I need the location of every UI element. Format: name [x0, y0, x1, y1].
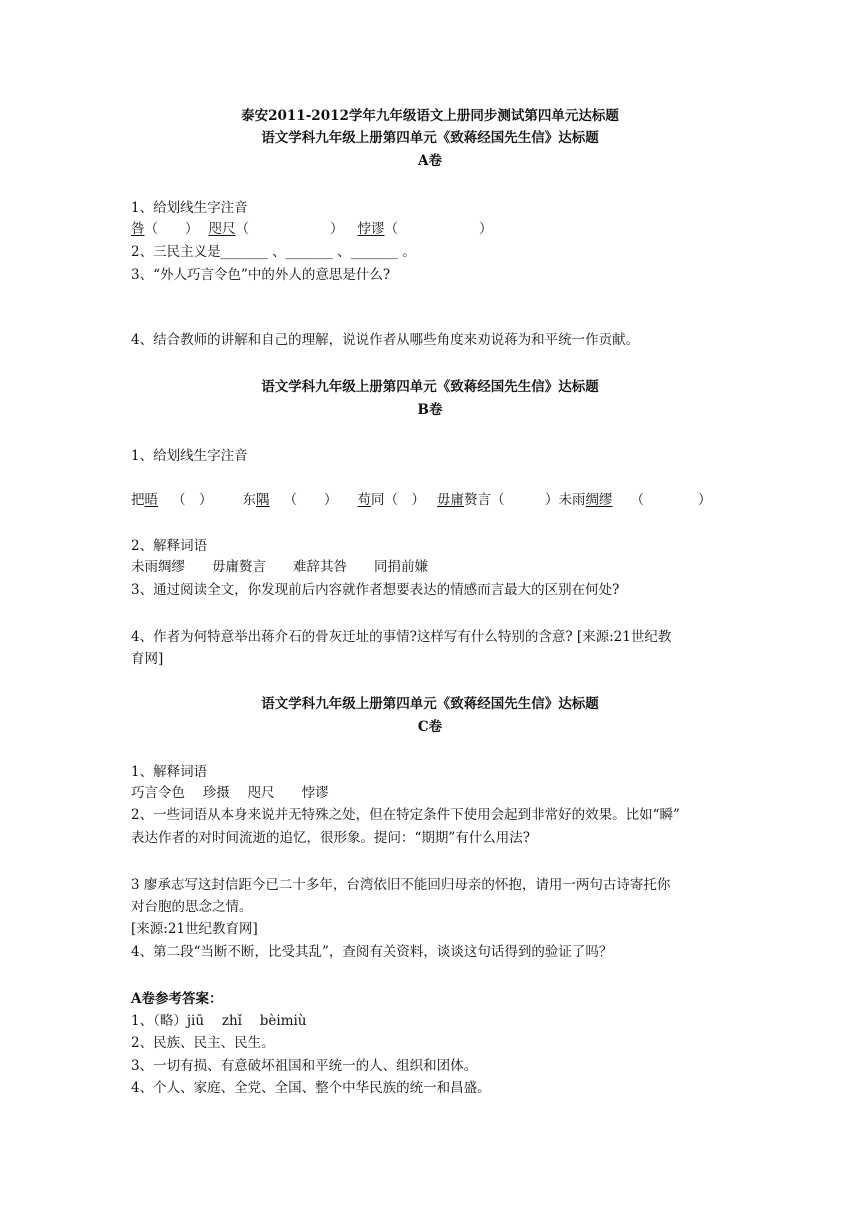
- b-question-1-items: [131, 490, 712, 510]
- a-q1-word-1: 咎: [131, 221, 145, 237]
- b-q1-paren-2: （ ）: [283, 492, 338, 508]
- a-q1-word-2: 咫尺: [208, 221, 236, 237]
- c-question-1: 1、解释词语: [131, 764, 208, 780]
- b-q1-paren-3: （ ）: [384, 492, 425, 508]
- a-q1-word-3: 悖谬: [357, 221, 385, 237]
- b-question-4-line-2: 育网]: [131, 651, 164, 667]
- answer-2: 2、民族、民主、民生。: [131, 1035, 275, 1051]
- section-b-label: B卷: [417, 402, 443, 418]
- b-question-2-words: 未雨绸缪 毋庸赘言 难辞其咎 同捐前嫌: [131, 559, 428, 575]
- a-question-1-items: [131, 219, 493, 239]
- c-question-1-words: 巧言令色 珍摄 咫尺 悖谬: [131, 785, 329, 801]
- b-question-3: 3、通过阅读全文，你发现前后内容就作者想要表达的情感而言最大的区别在何处?: [131, 582, 620, 598]
- b-q1-word-5: 绸缪: [585, 492, 613, 508]
- a-question-1: 1、给划线生字注音: [131, 200, 248, 216]
- a-q1-paren-3: （ ）: [384, 221, 493, 237]
- b-question-4-line-1: 4、作者为何特意举出蒋介石的骨灰迁址的事情?这样写有什么特别的含意? [来源:21世纪教: [131, 629, 672, 645]
- answer-1: 1、（略）jiū zhǐ bèimiù: [131, 1013, 307, 1029]
- b-q1-paren-1: （ ）: [172, 492, 213, 508]
- b-q1-word-1: 晤: [144, 492, 158, 508]
- a-question-4: 4、结合教师的讲解和自己的理解，说说作者从哪些角度来劝说蒋为和平统一作贡献。: [131, 332, 640, 348]
- c-question-4: 4、第二段“当断不断，比受其乱”，查阅有关资料，谈谈这句话得到的验证了吗？: [131, 944, 613, 960]
- b-q1-paren-5: （ ）: [630, 492, 712, 508]
- b-q1-pre-2: 东: [242, 492, 256, 508]
- b-q1-post-4: 赘言: [464, 492, 491, 508]
- a-q1-paren-1: （ ）: [144, 221, 199, 237]
- b-question-2: 2、解释词语: [131, 538, 208, 554]
- answer-4: 4、个人、家庭、全党、全国、整个中华民族的统一和昌盛。: [131, 1080, 491, 1096]
- a-question-3: 3、“外人巧言令色”中的外人的意思是什么?: [131, 267, 391, 283]
- b-question-1: 1、给划线生字注音: [131, 448, 248, 464]
- answer-3: 3、一切有损、有意破坏祖国和平统一的人、组织和团体。: [131, 1058, 478, 1074]
- c-question-2-line-2: 表达作者的对时间流逝的追忆，很形象。提问：“期期”有什么用法?: [131, 830, 531, 846]
- c-question-2-line-1: 2、一些词语从本身来说并无特殊之处，但在特定条件下使用会起到非常好的效果。比如“瞬”: [131, 807, 680, 823]
- section-b-subtitle: 语文学科九年级上册第四单元《致蒋经国先生信》达标题: [261, 379, 599, 395]
- section-a-label: A卷: [418, 153, 442, 169]
- answers-a-title: A卷参考答案：: [131, 991, 223, 1007]
- b-q1-post-3: 同: [371, 492, 385, 508]
- a-q1-paren-2: （ ）: [235, 221, 344, 237]
- b-q1-pre-5: 未雨: [558, 492, 586, 508]
- a-question-2: 2、三民主义是_______ 、_______ 、_______ 。: [131, 244, 416, 260]
- section-c-subtitle: 语文学科九年级上册第四单元《致蒋经国先生信》达标题: [261, 696, 599, 712]
- c-question-3-line-1: 3 廖承志写这封信距今已二十多年，台湾依旧不能回归母亲的怀抱，请用一两句古诗寄托你: [131, 877, 671, 893]
- c-question-3-line-2: 对台胞的思念之情。: [131, 899, 253, 915]
- b-q1-word-2: 隅: [256, 492, 270, 508]
- document-title: 泰安2011-2012学年九年级语文上册同步测试第四单元达标题: [241, 108, 619, 124]
- b-q1-paren-4: （ ）: [491, 492, 559, 508]
- b-q1-pre-1: 把: [131, 492, 145, 508]
- c-question-3-source: [来源:21世纪教育网]: [131, 921, 258, 937]
- section-c-label: C卷: [417, 719, 443, 735]
- b-q1-word-4: 毋庸: [437, 492, 464, 508]
- section-a-subtitle: 语文学科九年级上册第四单元《致蒋经国先生信》达标题: [261, 130, 599, 146]
- b-q1-word-3: 苟: [357, 492, 371, 508]
